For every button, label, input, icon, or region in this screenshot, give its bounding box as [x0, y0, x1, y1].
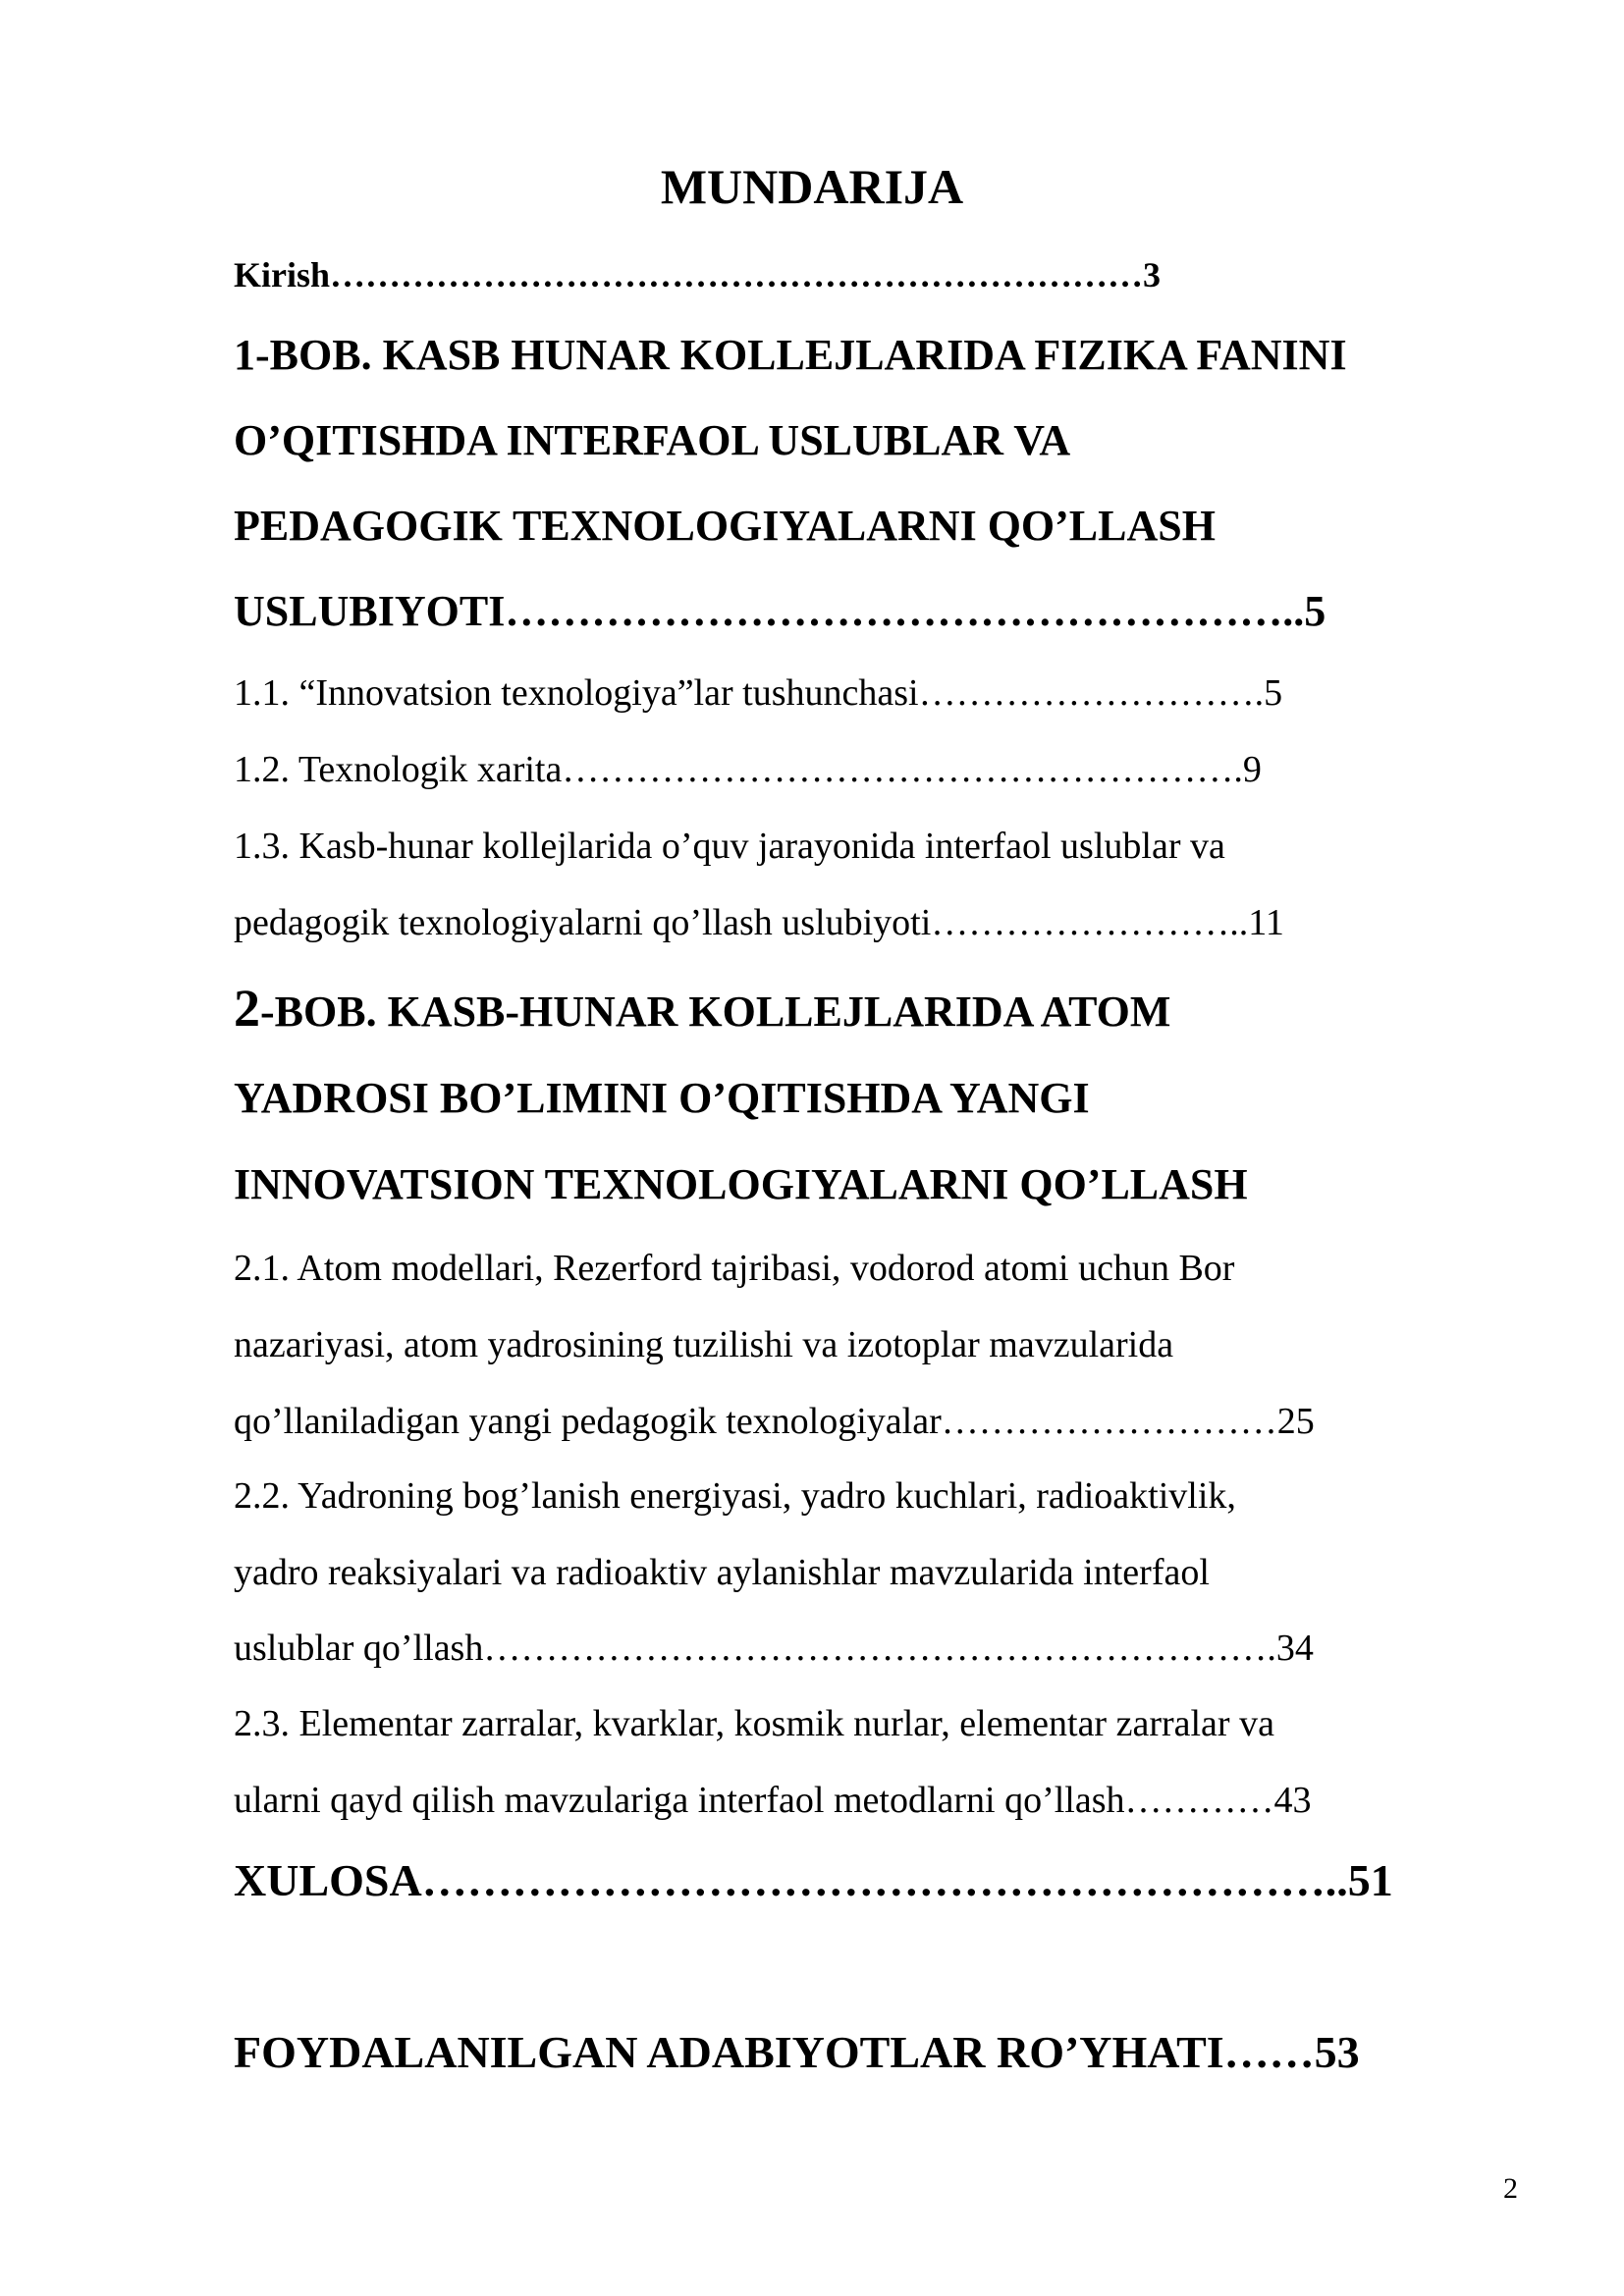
toc-chapter-2-heading-line-2: YADROSI BO’LIMINI O’QITISHDA YANGI — [234, 1074, 1090, 1122]
toc-section-2-3-line-2: ularni qayd qilish mavzulariga interfaol metodlarni qo’llash…………43 — [234, 1780, 1312, 1821]
toc-entry-references: FOYDALANILGAN ADABIYOTLAR RO’YHATI……53 — [234, 2027, 1360, 2077]
chapter-2-heading-text: -BOB. KASB-HUNAR KOLLEJLARIDA ATOM — [260, 988, 1171, 1036]
toc-chapter-1-heading-line-1: 1-BOB. KASB HUNAR KOLLEJLARIDA FIZIKA FANINI — [234, 331, 1347, 379]
toc-section-2-2-line-2: yadro reaksiyalari va radioaktiv aylanishlar mavzularida interfaol — [234, 1552, 1210, 1593]
toc-section-1-3-line-2: pedagogik texnologiyalarni qo’llash uslubiyoti……………………..11 — [234, 902, 1284, 943]
toc-section-2-3-line-1: 2.3. Elementar zarralar, kvarklar, kosmik nurlar, elementar zarralar va — [234, 1703, 1274, 1744]
toc-title: MUNDARIJA — [660, 159, 964, 214]
toc-chapter-2-heading-line-1 — [234, 979, 1171, 1039]
toc-section-1-1: 1.1. “Innovatsion texnologiya”lar tushunchasi……………………….5 — [234, 672, 1283, 714]
toc-chapter-2-heading-line-3: INNOVATSION TEXNOLOGIYALARNI QO’LLASH — [234, 1160, 1248, 1208]
toc-section-2-2-line-1: 2.2. Yadroning bog’lanish energiyasi, yadro kuchlari, radioaktivlik, — [234, 1475, 1236, 1517]
toc-section-2-1-line-3: qo’llaniladigan yangi pedagogik texnologiyalar………………………25 — [234, 1401, 1315, 1442]
toc-entry-xulosa: XULOSA……………………………………………………..51 — [234, 1855, 1393, 1905]
toc-chapter-1-heading-line-3: PEDAGOGIK TEXNOLOGIYALARNI QO’LLASH — [234, 502, 1216, 550]
toc-entry-kirish: Kirish……………………………………………………………3 — [234, 255, 1162, 294]
toc-section-1-3-line-1: 1.3. Kasb-hunar kollejlarida o’quv jarayonida interfaol uslublar va — [234, 826, 1225, 867]
toc-section-2-1-line-1: 2.1. Atom modellari, Rezerford tajribasi, vodorod atomi uchun Bor — [234, 1248, 1235, 1289]
toc-chapter-1-heading-line-4: USLUBIYOTI………………………………………………..5 — [234, 587, 1326, 635]
toc-section-1-2: 1.2. Texnologik xarita……………………………………………….9 — [234, 749, 1262, 790]
toc-section-2-2-line-3: uslublar qo’llash……………………………………………………….34 — [234, 1628, 1314, 1669]
chapter-2-number: 2 — [234, 979, 260, 1038]
toc-section-2-1-line-2: nazariyasi, atom yadrosining tuzilishi va izotoplar mavzularida — [234, 1324, 1174, 1365]
page-number: 2 — [1503, 2172, 1518, 2205]
toc-chapter-1-heading-line-2: O’QITISHDA INTERFAOL USLUBLAR VA — [234, 416, 1071, 464]
